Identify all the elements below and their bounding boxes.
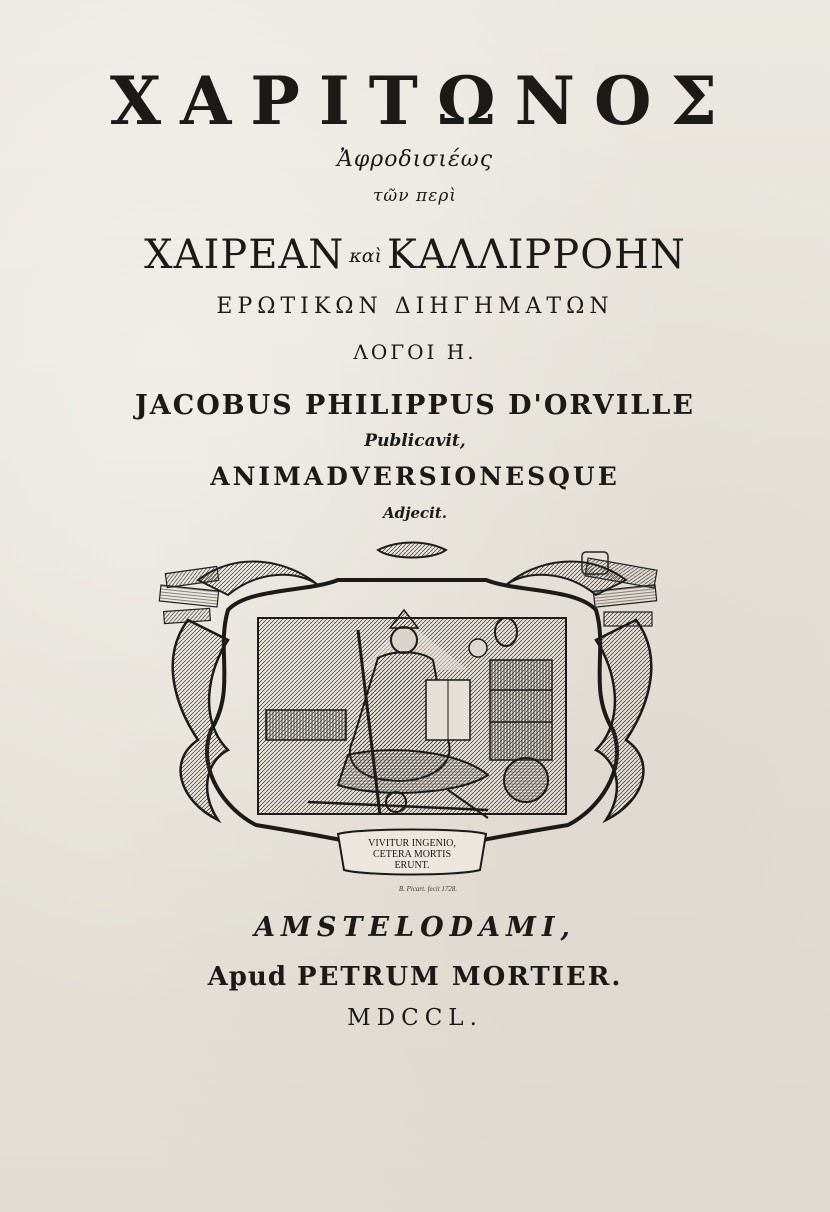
imprint-city: AMSTELODAMI, [254, 912, 576, 943]
subtitle-logoi: ΛΟΓΟΙ Η̄. [353, 340, 477, 364]
main-title: ΧΑΡΙΤΩΝΟΣ [109, 62, 737, 140]
imprint-printer-line [0, 962, 830, 992]
subtitle-ton-peri: τῶν περὶ [373, 186, 457, 206]
imprint-apud: Apud [207, 962, 288, 992]
crest-icon [378, 543, 446, 558]
imprint-year: MDCCL. [347, 1005, 483, 1031]
animadversiones-text: ANIMADVERSIONESQUE [210, 462, 620, 491]
hero-names [0, 232, 830, 278]
engraved-vignette [158, 540, 666, 900]
name-chaereas: ΧΑΙΡΕΑΝ [144, 232, 345, 278]
putto-icon [469, 639, 487, 657]
editor-name: JACOBUS PHILIPPUS D'ORVILLE [135, 390, 695, 421]
globe-icon [504, 758, 548, 802]
subtitle-erotikon: ΕΡΩΤΙΚΩΝ ΔΙΗΓΗΜΑΤΩΝ [216, 294, 614, 319]
motto-line-1: VIVITUR INGENIO, [368, 838, 456, 849]
motto-line-3: ERUNT. [394, 860, 430, 871]
adjecit-text: Adjecit. [382, 504, 448, 522]
imprint-printer: PETRUM MORTIER. [297, 962, 623, 992]
engraver-credit: B. Picart. fecit 1728. [398, 885, 458, 893]
table-icon [266, 710, 346, 740]
conjunction-kai: καὶ [349, 245, 383, 267]
subtitle-aphrodisieos: Ἀφροδισιέως [336, 147, 494, 172]
bookshelf-icon [490, 660, 552, 760]
publicavit-text: Publicavit, [364, 431, 466, 451]
motto-line-2: CETERA MORTIS [372, 849, 452, 860]
name-callirhoe: ΚΑΛΛΙΡΡΟΗΝ [387, 232, 686, 278]
